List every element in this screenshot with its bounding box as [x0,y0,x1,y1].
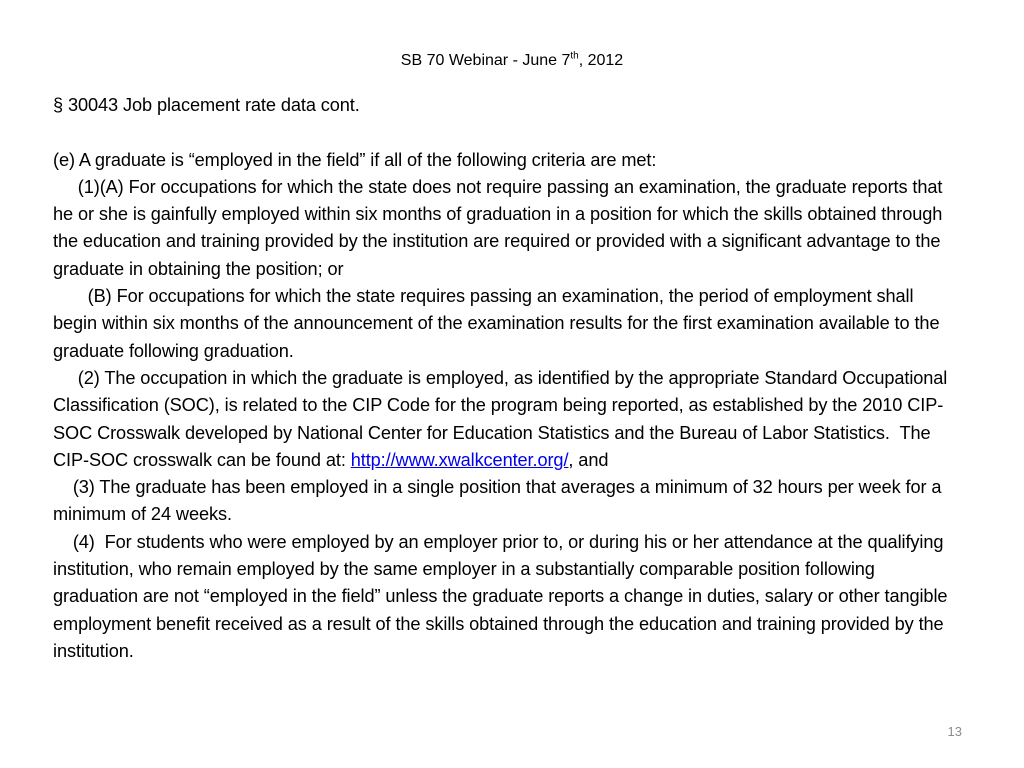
paragraph-1a-text: (1)(A) For occupations for which the state does not require passing an examination, the graduate reports that he or she is gainfully employed within six months of graduation in a position for which the skills obtained through the education and training provided by the institution are required or provided with a significant advantage to the graduate in obtaining the position; or [53,176,948,279]
slide-header [0,50,1024,72]
paragraph-4 [53,529,953,665]
xwalkcenter-link[interactable]: http://www.xwalkcenter.org/ [350,449,569,470]
paragraph-1b [53,283,953,365]
slide-content [53,92,953,665]
paragraph-3-text: (3) The graduate has been employed in a single position that averages a minimum of 32 hours per week for a minimum of 24 weeks. [53,477,947,525]
paragraph-4-text: (4) For students who were employed by an employer prior to, or during his or her attendance at the qualifying institution, who remain employed by the same employer in a substantially comparable position following graduation are not “employed in the field” unless the graduate reports a change in duties, salary or other tangible employment benefit received as a result of the skills obtained through the education and training provided by the institution. [53,531,953,661]
paragraph-1b-text: (B) For occupations for which the state requires passing an examination, the period of employment shall begin within six months of the announcement of the examination results for the first examination available to the graduate following graduation. [53,286,945,361]
paragraph-2 [53,365,953,474]
blank-line [53,119,953,146]
page-number: 13 [947,724,962,739]
paragraph-3 [53,474,953,529]
paragraph-2-tail: , and [568,449,609,470]
section-title: § 30043 Job placement rate data cont. [53,95,360,115]
paragraph-e: (e) A graduate is “employed in the field” if all of the following criteria are met: [53,149,657,170]
header-text: SB 70 Webinar - June 7 [400,52,571,69]
header-superscript: th [570,50,579,62]
paragraph-1a [53,174,953,283]
paragraph-2-text: (2) The occupation in which the graduate is employed, as identified by the appropriate Standard Occupational Classification (SOC), is related to the CIP Code for the program being reported, as established by the 2010 CIP-SOC Crosswalk developed by National Center for Education Statistics and the Bureau of Labor Statistics. The CIP-SOC crosswalk can be found at: [53,367,953,470]
header-year: , 2012 [578,52,624,69]
